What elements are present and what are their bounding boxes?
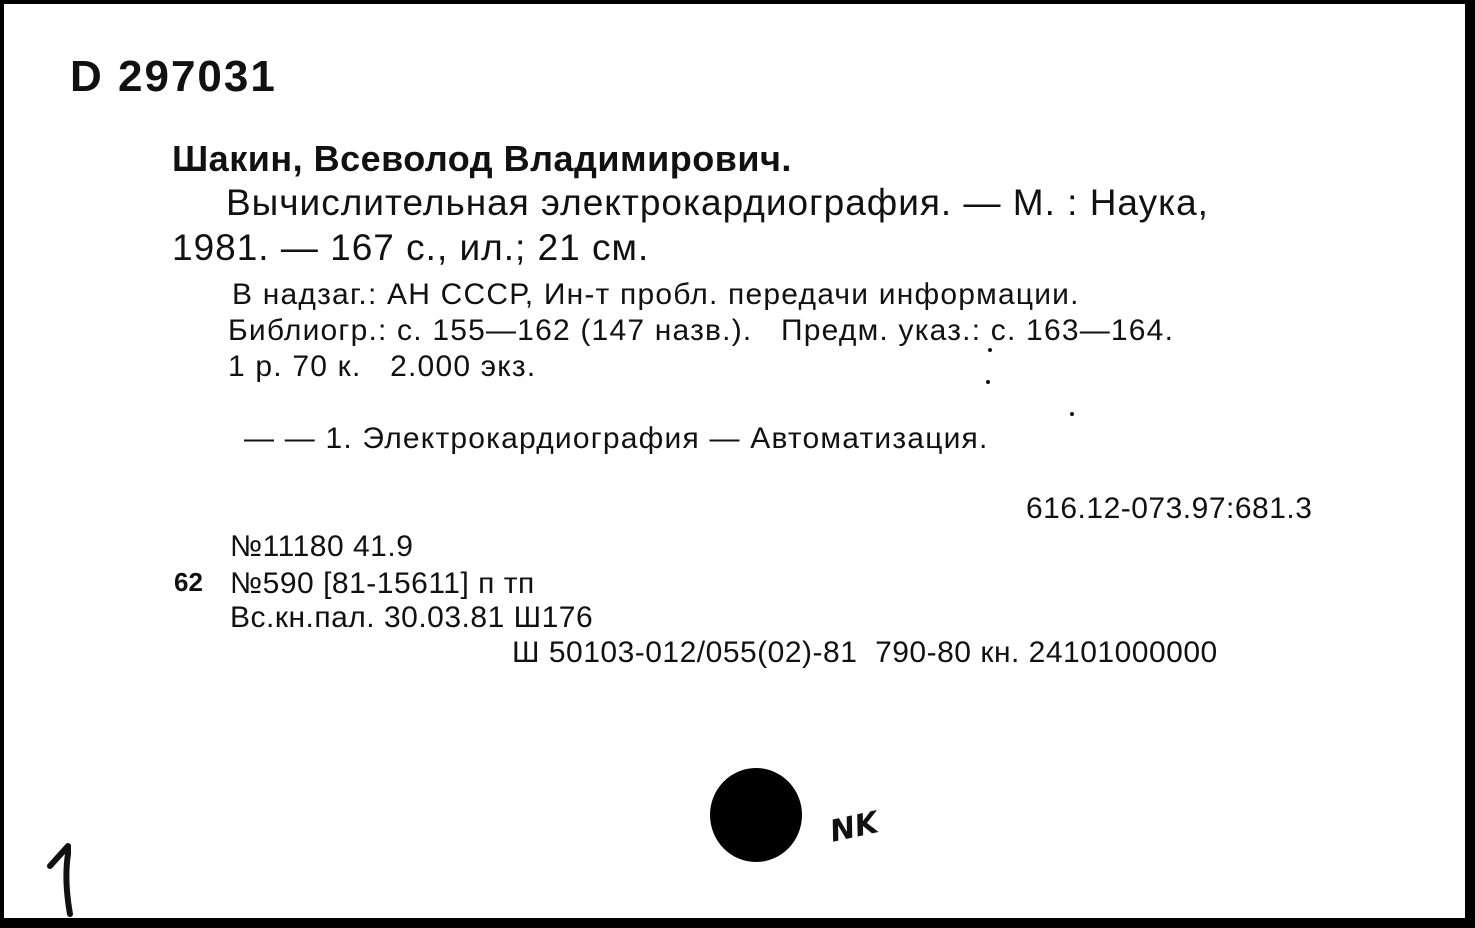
subject-heading: — — 1. Электрокардиография — Автоматизация. <box>244 422 989 455</box>
title-line-2: 1981. — 167 с., ил.; 21 см. <box>172 227 650 268</box>
udc-code: 616.12-073.97:681.3 <box>1026 492 1313 525</box>
registry-line-4: Ш 50103-012/055(02)-81 790-80 кн. 24101000000 <box>512 636 1218 669</box>
handwritten-digit-1 <box>44 840 84 920</box>
title-line-1: Вычислительная электрокардиография. — М. : Наука, <box>226 182 1209 223</box>
note-line-3: 1 р. 70 к. 2.000 экз. <box>228 350 537 383</box>
note-line-1: В надзаг.: АН СССР, Ин-т пробл. передачи информации. <box>232 278 1080 311</box>
registry-line-2: №590 [81-15611] п тп <box>230 567 535 600</box>
catalog-card <box>4 4 1465 918</box>
stray-dot <box>1070 412 1074 416</box>
stray-dot <box>988 348 992 352</box>
punch-hole <box>710 768 802 862</box>
registry-line-3: Вс.кн.пал. 30.03.81 Ш176 <box>230 601 594 634</box>
author-name: Шакин, Всеволод Владимирович. <box>172 138 792 179</box>
registry-line-1: №11180 41.9 <box>230 530 414 563</box>
note-line-2: Библиогр.: с. 155—162 (147 назв.). Предм. указ.: с. 163—164. <box>228 314 1175 347</box>
card-number-62: 62 <box>174 567 203 597</box>
stray-dot <box>986 380 990 384</box>
handwritten-initials: NK <box>826 805 882 850</box>
catalog-id: D 297031 <box>70 52 277 101</box>
